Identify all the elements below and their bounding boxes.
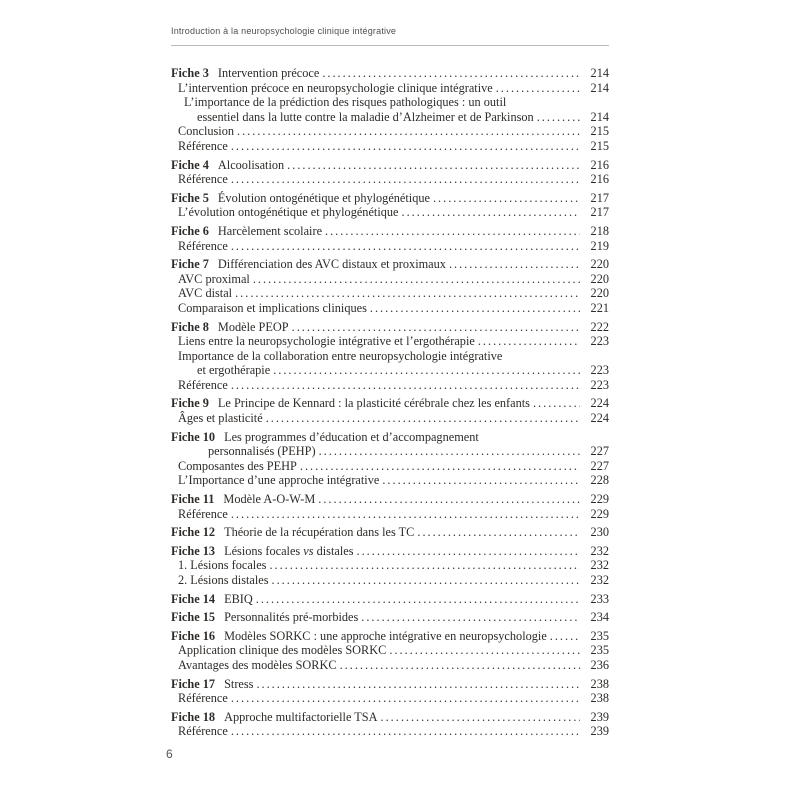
toc-entry-title: Avantages des modèles SORKC bbox=[178, 657, 337, 672]
dot-leader bbox=[256, 592, 580, 607]
toc-entry-page: 217 bbox=[590, 190, 609, 205]
toc-row-sub bbox=[171, 411, 609, 426]
toc-entry-page: 220 bbox=[590, 257, 609, 272]
toc-row-sub bbox=[171, 239, 609, 254]
toc-entry-title: Stress bbox=[224, 676, 254, 691]
toc-row-sub bbox=[171, 81, 609, 96]
toc-entry-page: 236 bbox=[590, 657, 609, 672]
toc-entry-title: Lésions focales vs distales bbox=[224, 543, 354, 558]
fiche-label: Fiche 8 bbox=[171, 319, 209, 334]
toc-row-fiche bbox=[171, 66, 609, 81]
toc-entry-title: Liens entre la neuropsychologie intégrative et l’ergothérapie bbox=[178, 334, 475, 349]
toc-entry-title: L’importance de la prédiction des risques pathologiques : un outil bbox=[184, 95, 507, 110]
toc-row-fiche bbox=[171, 544, 609, 559]
toc-entry-title: Approche multifactorielle TSA bbox=[224, 709, 378, 724]
toc-entry-page: 227 bbox=[590, 444, 609, 459]
toc-entry-title: Conclusion bbox=[178, 124, 235, 139]
toc-entry-page: 238 bbox=[590, 676, 609, 691]
toc-row-fiche bbox=[171, 710, 609, 725]
dot-leader bbox=[382, 473, 580, 488]
page-number: 6 bbox=[166, 747, 173, 761]
toc-row-sub bbox=[171, 459, 609, 474]
toc-entry-page: 223 bbox=[590, 334, 609, 349]
fiche-label: Fiche 14 bbox=[171, 591, 216, 606]
toc-entry-page: 235 bbox=[590, 643, 609, 658]
toc-entry-title: Composantes des PEHP bbox=[178, 458, 297, 473]
toc-entry-page: 232 bbox=[590, 558, 609, 573]
toc-row-fiche bbox=[171, 629, 609, 644]
toc-row-fiche bbox=[171, 224, 609, 239]
toc-row-fiche bbox=[171, 158, 609, 173]
dot-leader bbox=[496, 81, 580, 96]
dot-leader bbox=[361, 610, 580, 625]
dot-leader bbox=[402, 205, 581, 220]
dot-leader bbox=[273, 363, 580, 378]
toc-entry-title: Modèle A-O-W-M bbox=[223, 492, 316, 507]
toc-entry-page: 227 bbox=[590, 458, 609, 473]
toc-entry-title: Référence bbox=[178, 138, 228, 153]
fiche-label: Fiche 7 bbox=[171, 257, 209, 272]
toc-row-fiche bbox=[171, 525, 609, 540]
toc-entry-title: Les programmes d’éducation et d’accompagnement bbox=[224, 429, 479, 444]
toc-row-sub bbox=[171, 172, 609, 187]
dot-leader bbox=[235, 286, 580, 301]
toc-entry-page: 214 bbox=[590, 80, 609, 95]
toc-entry-page: 215 bbox=[590, 138, 609, 153]
toc-entry-title: Théorie de la récupération dans les TC bbox=[224, 525, 415, 540]
toc-row-fiche bbox=[171, 492, 609, 507]
toc-entry-page: 220 bbox=[590, 271, 609, 286]
toc-row-sub bbox=[171, 95, 609, 110]
toc-entry-page: 239 bbox=[590, 724, 609, 739]
dot-leader bbox=[340, 658, 580, 673]
dot-leader bbox=[272, 573, 580, 588]
toc-entry-page: 222 bbox=[590, 319, 609, 334]
toc-entry-page: 224 bbox=[590, 396, 609, 411]
dot-leader bbox=[292, 320, 580, 335]
toc-entry-page: 232 bbox=[590, 543, 609, 558]
toc-row-sub bbox=[171, 378, 609, 393]
toc-entry-title: EBIQ bbox=[224, 591, 253, 606]
dot-leader bbox=[231, 691, 580, 706]
toc-entry-title: L’Importance d’une approche intégrative bbox=[178, 473, 380, 488]
toc-row-sub bbox=[171, 573, 609, 588]
toc-entry-title: Intervention précoce bbox=[217, 66, 320, 80]
dot-leader bbox=[269, 558, 580, 573]
dot-leader bbox=[550, 629, 580, 644]
toc-row-fiche bbox=[171, 396, 609, 411]
fiche-label: Fiche 18 bbox=[171, 709, 216, 724]
toc-entry-page: 223 bbox=[590, 377, 609, 392]
toc-entry-page: 214 bbox=[590, 109, 609, 124]
toc-entry-page: 224 bbox=[590, 411, 609, 426]
toc-entry-title: Différenciation des AVC distaux et proximaux bbox=[217, 257, 446, 272]
toc-entry-title: Référence bbox=[178, 377, 228, 392]
dot-leader bbox=[417, 525, 580, 540]
toc-entry-title: Comparaison et implications cliniques bbox=[178, 300, 367, 315]
toc-row-sub bbox=[171, 349, 609, 364]
toc-entry-page: 228 bbox=[590, 473, 609, 488]
dot-leader bbox=[537, 110, 580, 125]
dot-leader bbox=[357, 544, 580, 559]
toc-entry-title: personnalisés (PEHP) bbox=[208, 444, 316, 459]
fiche-label: Fiche 9 bbox=[171, 396, 209, 411]
toc-row-sub bbox=[171, 286, 609, 301]
toc-row-sub bbox=[171, 658, 609, 673]
toc-entry-title: Application clinique des modèles SORKC bbox=[178, 643, 387, 658]
toc-entry-title: Le Principe de Kennard : la plasticité cérébrale chez les enfants bbox=[217, 396, 530, 411]
toc-entry-title: Personnalités pré-morbides bbox=[224, 610, 359, 625]
dot-leader bbox=[231, 724, 580, 739]
toc-entry-title: 1. Lésions focales bbox=[178, 558, 267, 573]
fiche-label: Fiche 13 bbox=[171, 543, 216, 558]
toc-entry-page: 230 bbox=[590, 525, 609, 540]
toc-row-sub bbox=[171, 507, 609, 522]
fiche-label: Fiche 11 bbox=[171, 492, 215, 507]
dot-leader bbox=[433, 191, 580, 206]
toc-entry-page: 238 bbox=[590, 691, 609, 706]
dot-leader bbox=[266, 411, 580, 426]
table-of-contents bbox=[171, 66, 609, 739]
dot-leader bbox=[533, 396, 580, 411]
dot-leader bbox=[256, 677, 580, 692]
book-page-content bbox=[171, 0, 609, 739]
fiche-label: Fiche 5 bbox=[171, 190, 209, 205]
toc-entry-page: 218 bbox=[590, 223, 609, 238]
dot-leader bbox=[231, 507, 580, 522]
toc-row-sub bbox=[171, 301, 609, 316]
dot-leader bbox=[231, 172, 580, 187]
toc-entry-title: AVC distal bbox=[178, 286, 233, 301]
dot-leader bbox=[389, 643, 580, 658]
toc-entry-title: Alcoolisation bbox=[217, 157, 285, 172]
toc-entry-page: 221 bbox=[590, 300, 609, 315]
toc-entry-title: Modèle PEOP bbox=[217, 319, 289, 334]
toc-row-sub bbox=[171, 272, 609, 287]
toc-entry-page: 219 bbox=[590, 238, 609, 253]
toc-entry-page: 232 bbox=[590, 573, 609, 587]
toc-entry-page: 216 bbox=[590, 157, 609, 172]
toc-entry-title: Évolution ontogénétique et phylogénétique bbox=[217, 190, 430, 205]
fiche-label: Fiche 17 bbox=[171, 676, 216, 691]
toc-row-fiche bbox=[171, 592, 609, 607]
dot-leader bbox=[231, 239, 580, 254]
toc-entry-page: 233 bbox=[590, 591, 609, 606]
toc-entry-title: Modèles SORKC : une approche intégrative en neuropsychologie bbox=[224, 628, 547, 643]
toc-entry-page: 220 bbox=[590, 286, 609, 301]
toc-row-sub bbox=[171, 473, 609, 488]
toc-entry-page: 215 bbox=[590, 124, 609, 139]
toc-row-fiche bbox=[171, 430, 609, 445]
toc-row-sub bbox=[171, 110, 609, 125]
header-rule bbox=[171, 45, 609, 46]
toc-row-sub bbox=[171, 444, 609, 459]
toc-entry-title: 2. Lésions distales bbox=[178, 573, 269, 587]
fiche-label: Fiche 3 bbox=[171, 66, 209, 80]
toc-entry-title: Référence bbox=[178, 172, 228, 187]
dot-leader bbox=[237, 124, 580, 139]
dot-leader bbox=[231, 139, 580, 154]
dot-leader bbox=[370, 301, 580, 316]
toc-row-sub bbox=[171, 363, 609, 378]
toc-row-sub bbox=[171, 691, 609, 706]
toc-row-sub bbox=[171, 334, 609, 349]
dot-leader bbox=[478, 334, 580, 349]
dot-leader bbox=[381, 710, 580, 725]
toc-entry-title: essentiel dans la lutte contre la maladie d’Alzheimer et de Parkinson bbox=[197, 109, 534, 124]
dot-leader bbox=[300, 459, 580, 474]
toc-entry-title: Référence bbox=[178, 691, 228, 706]
toc-entry-title: Référence bbox=[178, 238, 228, 253]
toc-entry-page: 235 bbox=[590, 628, 609, 643]
toc-row-sub bbox=[171, 558, 609, 573]
toc-entry-page: 214 bbox=[590, 66, 609, 80]
toc-row-fiche bbox=[171, 677, 609, 692]
toc-row-sub bbox=[171, 139, 609, 154]
toc-entry-title: Référence bbox=[178, 506, 228, 521]
toc-entry-title: Âges et plasticité bbox=[178, 411, 263, 426]
dot-leader bbox=[325, 224, 580, 239]
dot-leader bbox=[318, 492, 580, 507]
toc-entry-title: Harcèlement scolaire bbox=[217, 223, 323, 238]
toc-entry-title: Importance de la collaboration entre neuropsychologie intégrative bbox=[178, 348, 503, 363]
toc-row-fiche bbox=[171, 257, 609, 272]
toc-entry-page: 216 bbox=[590, 172, 609, 187]
dot-leader bbox=[449, 257, 580, 272]
toc-entry-page: 223 bbox=[590, 363, 609, 378]
dot-leader bbox=[253, 272, 580, 287]
toc-entry-page: 229 bbox=[590, 492, 609, 507]
fiche-label: Fiche 6 bbox=[171, 223, 209, 238]
toc-entry-page: 217 bbox=[590, 205, 609, 220]
dot-leader bbox=[319, 444, 580, 459]
toc-entry-title: AVC proximal bbox=[178, 271, 250, 286]
toc-entry-page: 229 bbox=[590, 506, 609, 521]
toc-row-fiche bbox=[171, 320, 609, 335]
dot-leader bbox=[322, 66, 580, 81]
toc-row-sub bbox=[171, 643, 609, 658]
running-header: Introduction à la neuropsychologie clinique intégrative bbox=[171, 26, 397, 36]
fiche-label: Fiche 16 bbox=[171, 628, 216, 643]
dot-leader bbox=[287, 158, 580, 173]
toc-row-sub bbox=[171, 724, 609, 739]
toc-entry-title: L’évolution ontogénétique et phylogénétique bbox=[178, 205, 399, 220]
dot-leader bbox=[231, 378, 580, 393]
fiche-label: Fiche 12 bbox=[171, 525, 216, 540]
toc-entry-title: Référence bbox=[178, 724, 228, 739]
toc-row-sub bbox=[171, 205, 609, 220]
fiche-label: Fiche 15 bbox=[171, 610, 216, 625]
toc-entry-page: 234 bbox=[590, 610, 609, 625]
fiche-label: Fiche 4 bbox=[171, 157, 209, 172]
toc-row-fiche bbox=[171, 610, 609, 625]
toc-row-fiche bbox=[171, 191, 609, 206]
toc-entry-title: L’intervention précoce en neuropsychologie clinique intégrative bbox=[178, 80, 493, 95]
toc-entry-title: et ergothérapie bbox=[197, 363, 271, 378]
toc-entry-page: 239 bbox=[590, 709, 609, 724]
fiche-label: Fiche 10 bbox=[171, 429, 216, 444]
toc-row-sub bbox=[171, 124, 609, 139]
